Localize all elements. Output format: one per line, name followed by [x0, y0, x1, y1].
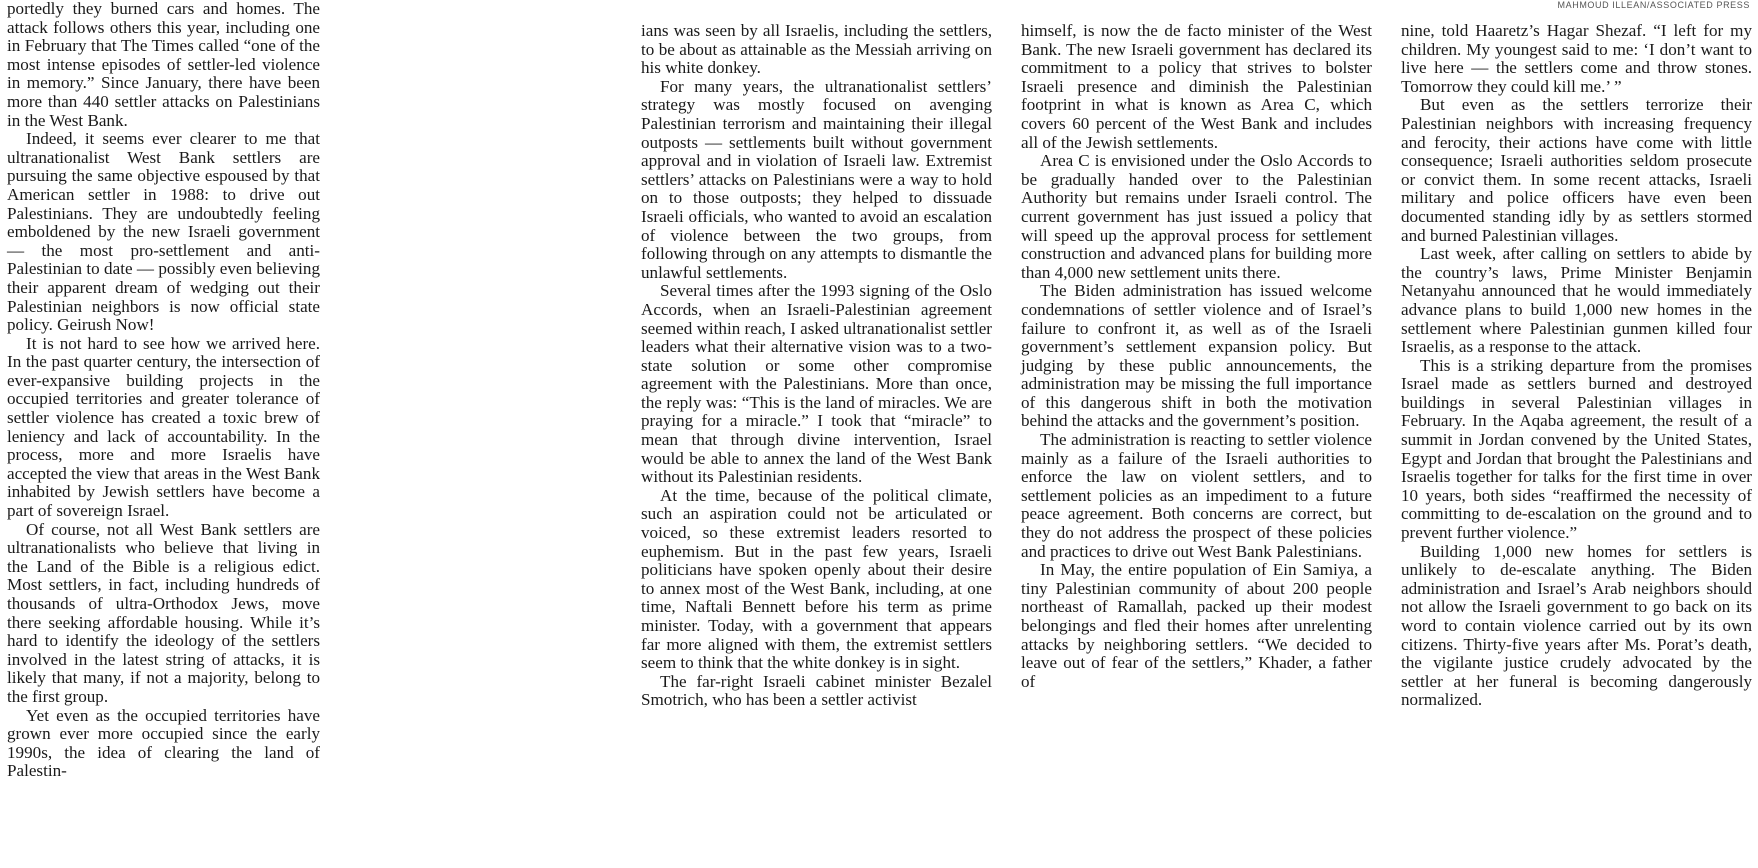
paragraph: Building 1,000 new homes for settlers is unlikely to de-escalate anything. The Biden administration and Israel’s Arab neighbors should not allow the Israeli government to go back on its word to contain violence carried out by its own citizens. Thirty-five years after Ms. Porat’s death, the vigilante justice crudely advocated by the settler at her funeral is becoming dangerously normalized. [1401, 541, 1752, 710]
article-column-3 [1021, 22, 1372, 691]
paragraph: This is a striking departure from the promises Israel made as settlers burned and destroyed buildings in several Palestinian villages in February. In the Aqaba agreement, the result of a summit in Jordan convened by the United States, Egypt and Jordan that brought the Palestinians and Israelis together for talks for the first time in over 10 years, both sides “reaffirmed the necessity of committing to de-escalation on the ground and to prevent further violence.” [1401, 355, 1752, 543]
paragraph: The administration is reacting to settler violence mainly as a failure of the Israeli authorities to enforce the law on violent settlers, and to settlement policies as an impediment to a future peace agreement. Both concerns are correct, but they do not address the prospect of these policies and practices to drive out West Bank Palestinians. [1021, 430, 1372, 561]
paragraph: Indeed, it seems ever clearer to me that ultranationalist West Bank settlers are pursuing the same objective espoused by that American settler in 1988: to drive out Palestinians. They are undoubtedly feeling emboldened by the new Israeli government — the most pro-settlement and anti-Palestinian to date — possibly even believing their apparent dream of wedging out their Palestinian neighbors is now official state policy. Geirush Now! [7, 129, 320, 335]
paragraph: For many years, the ultranationalist settlers’ strategy was mostly focused on avenging Palestinian terrorism and maintaining their illegal outposts — settlements built without government approval and in violation of Israeli law. Extremist settlers’ attacks on Palestinians were a way to hold on to those outposts; they helped to dissuade Israeli officials, who wanted to avoid an escalation of violence between the two groups, from following through on any attempts to dismantle the unlawful settlements. [641, 76, 992, 282]
paragraph: nine, told Haaretz’s Hagar Shezaf. “I left for my children. My youngest said to me: ‘I don’t want to live here — the settlers come and throw stones. Tomorrow they could kill me.’ ” [1401, 21, 1752, 96]
photo-credit: MAHMOUD ILLEAN/ASSOCIATED PRESS [1557, 0, 1750, 10]
paragraph: Yet even as the occupied territories have grown ever more occupied since the early 1990s, the idea of clearing the land of Palestin- [7, 705, 320, 781]
paragraph: At the time, because of the political climate, such an aspiration could not be articulated or voiced, so these extremist leaders resorted to euphemism. But in the past few years, Israeli politicians have spoken openly about their desire to annex most of the West Bank, including, at one time, Naftali Bennett before his term as prime minister. Today, with a government that appears far more aligned with them, the extremist settlers seem to think that the white donkey is in sight. [641, 485, 992, 673]
paragraph: ians was seen by all Israelis, including the settlers, to be about as attainable as the Messiah arriving on his white donkey. [641, 21, 992, 78]
paragraph: The far-right Israeli cabinet minister Bezalel Smotrich, who has been a settler activist [641, 671, 992, 710]
paragraph: But even as the settlers terrorize their Palestinian neighbors with increasing frequency and ferocity, their actions have come with little consequence; Israeli authorities seldom prosecute or convict them. In some recent attacks, Israeli military and police officers have even been documented standing idly by as settlers stormed and burned Palestinian villages. [1401, 95, 1752, 245]
article-column-1 [7, 0, 320, 781]
paragraph: Area C is envisioned under the Oslo Accords to be gradually handed over to the Palestinian Authority but remains under Israeli control. The current government has just issued a policy that will speed up the approval process for settlement construction and advanced plans for building more than 4,000 new settlement units there. [1021, 151, 1372, 282]
paragraph: himself, is now the de facto minister of the West Bank. The new Israeli government has declared its commitment to a policy that strives to bolster Israeli presence and diminish the Palestinian footprint in what is known as Area C, which covers 60 percent of the West Bank and includes all of the Jewish settlements. [1021, 21, 1372, 152]
article-column-4 [1401, 22, 1752, 710]
paragraph: Of course, not all West Bank settlers are ultranationalists who believe that living in the Land of the Bible is a religious edict. Most settlers, in fact, including hundreds of thousands of ultra-Orthodox Jews, move there seeking affordable housing. While it’s hard to identify the ideology of the settlers involved in the latest string of attacks, it is likely that many, if not a majority, belong to the first group. [7, 519, 320, 706]
paragraph: It is not hard to see how we arrived here. In the past quarter century, the intersection of ever-expansive building projects in the occupied territories and greater tolerance of settler violence has created a toxic brew of leniency and lack of accountability. In the process, more and more Israelis have accepted the view that areas in the West Bank inhabited by Jewish settlers have become a part of sovereign Israel. [7, 333, 320, 521]
article-column-2 [641, 22, 992, 710]
paragraph: Last week, after calling on settlers to abide by the country’s laws, Prime Minister Benjamin Netanyahu announced that he would immediately advance plans to build 1,000 new homes in the settlement where Palestinian gunmen killed four Israelis, as a response to the attack. [1401, 244, 1752, 357]
paragraph: In May, the entire population of Ein Samiya, a tiny Palestinian community of about 200 people northeast of Ramallah, packed up their modest belongings and fled their homes after unrelenting attacks by neighboring settlers. “We decided to leave out of fear of the settlers,” Khader, a father of [1021, 560, 1372, 691]
paragraph: Several times after the 1993 signing of the Oslo Accords, when an Israeli-Palestinian agreement seemed within reach, I asked ultranationalist settler leaders what their alternative vision was to a two-state solution or some other compromise agreement with the Palestinians. More than once, the reply was: “This is the land of miracles. We are praying for a miracle.” I took that “miracle” to mean that through divine intervention, Israel would be able to annex the land of the West Bank without its Palestinian residents. [641, 281, 992, 487]
paragraph: The Biden administration has issued welcome condemnations of settler violence and of Israel’s failure to confront it, as well as of the Israeli government’s settlement expansion policy. But judging by these public announcements, the administration may be missing the full importance of this dangerous shift in both the motivation behind the attacks and the government’s position. [1021, 281, 1372, 431]
paragraph: portedly they burned cars and homes. The attack follows others this year, including one in February that The Times called “one of the most intense episodes of settler-led violence in memory.” Since January, there have been more than 440 settler attacks on Palestinians in the West Bank. [7, 0, 320, 130]
